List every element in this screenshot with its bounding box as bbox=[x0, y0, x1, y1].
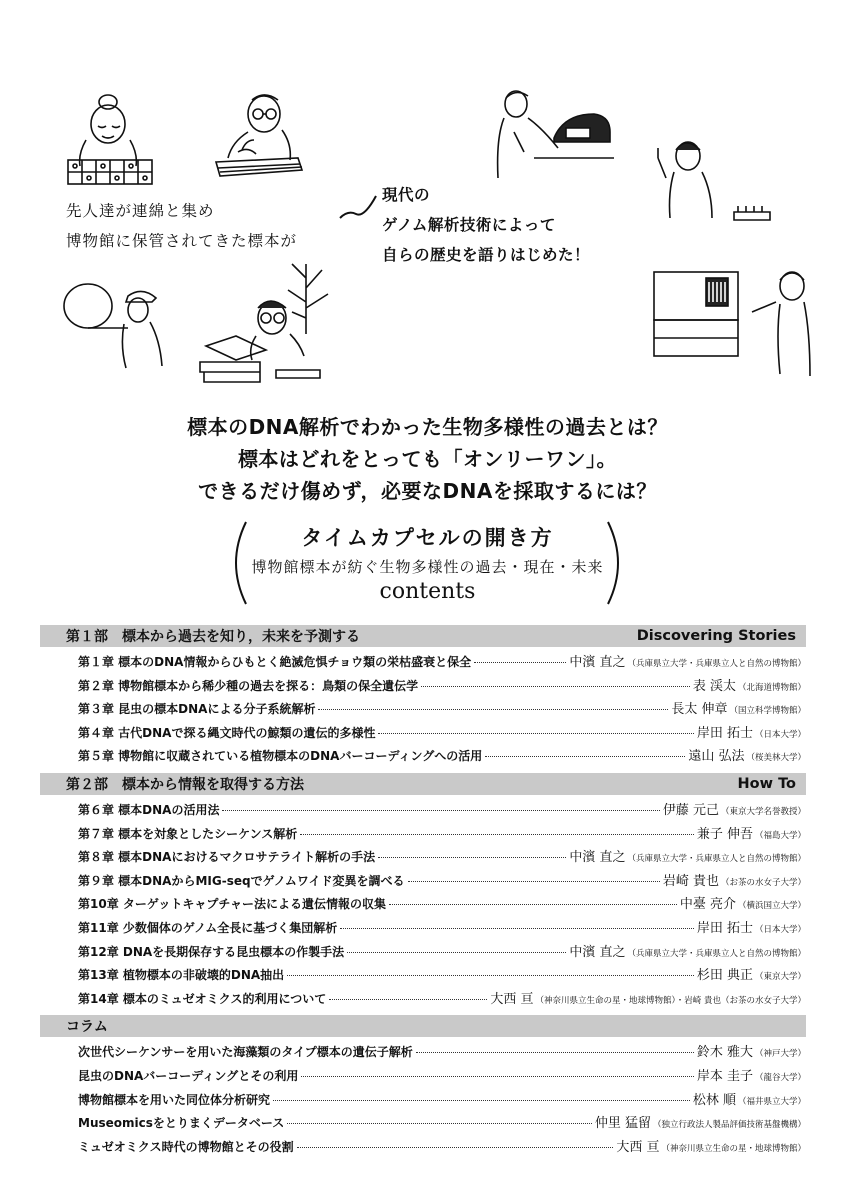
dot-leader bbox=[408, 881, 660, 882]
entry-affiliation: （お茶の水女子大学） bbox=[720, 877, 806, 888]
entry-affiliation: （兵庫県立大学・兵庫県立人と自然の博物館） bbox=[627, 948, 806, 959]
lead-questions bbox=[0, 411, 855, 507]
illustration-pressing-plants bbox=[212, 92, 304, 188]
entry-author: 伊藤 元己 bbox=[662, 802, 719, 818]
toc-entry[interactable] bbox=[78, 1065, 806, 1089]
entry-title: 第６章 標本DNAの活用法 bbox=[78, 802, 220, 817]
part-entries bbox=[40, 651, 806, 769]
part-header bbox=[40, 773, 806, 795]
part-header bbox=[40, 625, 806, 647]
entry-affiliation: （神奈川県立生命の星・地球博物館） bbox=[661, 1143, 806, 1154]
entry-title: 第９章 標本DNAからMIG-seqでゲノムワイド変異を調べる bbox=[78, 873, 405, 888]
toc-entry[interactable] bbox=[78, 893, 806, 917]
entry-author: 遠山 弘法 bbox=[688, 749, 745, 765]
entry-author: 仲里 猛留 bbox=[594, 1116, 651, 1132]
entry-affiliation: （日本大学） bbox=[754, 729, 806, 740]
toc-entry[interactable] bbox=[78, 675, 806, 699]
entry-author: 中濱 直之 bbox=[569, 655, 626, 670]
book-title: タイムカプセルの開き方 bbox=[301, 525, 554, 550]
entry-author: 岸田 拓士 bbox=[696, 920, 753, 936]
dot-leader bbox=[416, 1052, 694, 1053]
intro-left-text bbox=[66, 196, 297, 256]
toc-entry[interactable] bbox=[78, 1112, 806, 1136]
dot-leader bbox=[378, 733, 693, 734]
intro-left-line: 博物館に保管されてきた標本が bbox=[66, 232, 298, 250]
intro-right-line: 現代の bbox=[382, 186, 431, 204]
entry-affiliation: （横浜国立大学） bbox=[737, 901, 806, 912]
dot-leader bbox=[485, 756, 685, 757]
dot-leader bbox=[273, 1100, 690, 1101]
entry-affiliation: （東京大学名誉教授） bbox=[720, 806, 806, 817]
toc-entry[interactable] bbox=[78, 651, 806, 675]
entry-author: 大西 亘 bbox=[616, 1139, 660, 1155]
illustration-sequencer-researcher bbox=[494, 88, 614, 184]
dot-leader bbox=[297, 1147, 614, 1148]
entry-title: 第10章 ターゲットキャプチャー法による遺伝情報の収集 bbox=[78, 897, 387, 912]
dot-leader bbox=[378, 857, 566, 858]
entry-affiliation: （神奈川県立生命の星・地球博物館）・岩崎 貴也（お茶の水女子大学） bbox=[535, 995, 806, 1006]
dot-leader bbox=[287, 975, 694, 976]
entry-author: 長太 伸章 bbox=[671, 702, 728, 718]
entry-author: 中濱 直之 bbox=[569, 850, 626, 866]
entry-affiliation: （独立行政法人製品評価技術基盤機構） bbox=[652, 1120, 806, 1131]
entry-title: 第２章 博物館標本から稀少種の過去を探る：鳥類の保全遺伝学 bbox=[78, 678, 419, 693]
contents-label: contents bbox=[379, 579, 476, 604]
toc-entry[interactable] bbox=[78, 698, 806, 722]
entry-affiliation: （神戸大学） bbox=[754, 1049, 806, 1060]
illustration-analyzer-researcher bbox=[650, 258, 816, 380]
intro-right-text bbox=[382, 180, 590, 270]
dot-leader bbox=[421, 686, 690, 687]
entry-author: 兼子 伸吾 bbox=[696, 826, 753, 842]
entry-title: 第13章 植物標本の非破壊的DNA抽出 bbox=[78, 968, 285, 983]
toc-entry[interactable] bbox=[78, 1041, 806, 1065]
entry-affiliation: （兵庫県立大学・兵庫県立人と自然の博物館） bbox=[627, 854, 806, 865]
entry-affiliation: （国立科学博物館） bbox=[729, 706, 806, 717]
question-line: 標本のDNA解析でわかった生物多様性の過去とは？ bbox=[187, 415, 668, 439]
entry-title: 昆虫のDNAバーコーディングとその利用 bbox=[78, 1068, 299, 1083]
entry-title: ミュゼオミクス時代の博物館とその役割 bbox=[78, 1139, 294, 1154]
toc-entry[interactable] bbox=[78, 846, 806, 870]
entry-affiliation: （日本大学） bbox=[754, 924, 806, 935]
part-title: コラム bbox=[66, 1019, 108, 1036]
toc-entry[interactable] bbox=[78, 722, 806, 746]
entry-affiliation: （東京大学） bbox=[754, 972, 806, 983]
entry-title: Museomicsをとりまくデータベース bbox=[78, 1116, 285, 1131]
entry-author: 杉田 典正 bbox=[696, 968, 753, 984]
dot-leader bbox=[389, 904, 677, 905]
part-entries bbox=[40, 799, 806, 1011]
entry-title: 次世代シーケンサーを用いた海藻類のタイプ標本の遺伝子解析 bbox=[78, 1045, 413, 1060]
entry-author: 鈴木 雅大 bbox=[696, 1045, 753, 1061]
intro-right-line: ゲノム解析技術によって bbox=[382, 216, 556, 234]
part-header bbox=[40, 1015, 806, 1037]
part-entries bbox=[40, 1041, 806, 1159]
book-subtitle: 博物館標本が紡ぐ生物多様性の過去・現在・未来 bbox=[251, 558, 604, 576]
toc-entry[interactable] bbox=[78, 964, 806, 988]
part-english-title: How To bbox=[737, 775, 796, 792]
dot-leader bbox=[340, 928, 694, 929]
book-title-block bbox=[0, 522, 855, 604]
entry-author: 中臺 亮介 bbox=[679, 897, 736, 913]
entry-author: 岩崎 貴也 bbox=[662, 873, 719, 889]
intro-right-line: 自らの歴史を語りはじめた！ bbox=[382, 246, 591, 264]
entry-author: 大西 亘 bbox=[490, 991, 534, 1007]
illustration-sorting-specimens bbox=[64, 88, 156, 188]
entry-affiliation: （桜美林大学） bbox=[746, 753, 806, 764]
entry-title: 第１章 標本のDNA情報からひもとく絶滅危惧チョウ類の栄枯盛衰と保全 bbox=[78, 655, 472, 669]
entry-author: 中濱 直之 bbox=[569, 944, 626, 960]
toc-entry[interactable] bbox=[78, 823, 806, 847]
illustration-insect-collector bbox=[60, 278, 166, 372]
toc-entry[interactable] bbox=[78, 988, 806, 1012]
entry-affiliation: （北海道博物館） bbox=[737, 682, 806, 693]
part-english-title: Discovering Stories bbox=[636, 628, 796, 644]
toc-entry[interactable] bbox=[78, 799, 806, 823]
entry-author: 岸田 拓士 bbox=[696, 725, 753, 741]
dot-leader bbox=[474, 662, 566, 663]
toc-entry[interactable] bbox=[78, 1089, 806, 1113]
dot-leader bbox=[318, 709, 668, 710]
illustration-reading-researcher bbox=[196, 258, 348, 392]
entry-author: 岸本 圭子 bbox=[696, 1068, 753, 1084]
entry-title: 第５章 博物館に収蔵されている植物標本のDNAバーコーディングへの活用 bbox=[78, 749, 483, 764]
dot-leader bbox=[222, 810, 659, 811]
dot-leader bbox=[300, 834, 694, 835]
entry-title: 第７章 標本を対象としたシーケンス解析 bbox=[78, 826, 298, 841]
entry-title: 第12章 DNAを長期保存する昆虫標本の作製手法 bbox=[78, 944, 345, 959]
entry-title: 第14章 標本のミュゼオミクス的利用について bbox=[78, 991, 327, 1006]
dot-leader bbox=[329, 999, 487, 1000]
part-title: 第１部 標本から過去を知り，未来を予測する bbox=[66, 629, 360, 645]
illustration-pipetting-researcher bbox=[648, 134, 774, 226]
entry-affiliation: （福島大学） bbox=[754, 830, 806, 841]
question-line: 標本はどれをとっても「オンリーワン」。 bbox=[237, 447, 618, 471]
toc-entry[interactable] bbox=[78, 870, 806, 894]
table-of-contents bbox=[40, 625, 806, 1159]
entry-title: 第11章 少数個体のゲノム全長に基づく集団解析 bbox=[78, 920, 338, 935]
question-line: できるだけ傷めず，必要なDNAを採取するには？ bbox=[198, 479, 657, 503]
entry-title: 第３章 昆虫の標本DNAによる分子系統解析 bbox=[78, 702, 316, 717]
toc-entry[interactable] bbox=[78, 1136, 806, 1160]
toc-entry[interactable] bbox=[78, 745, 806, 769]
entry-affiliation: （龍谷大学） bbox=[754, 1072, 806, 1083]
entry-title: 第８章 標本DNAにおけるマクロサテライト解析の手法 bbox=[78, 850, 376, 865]
part-title: 第２部 標本から情報を取得する方法 bbox=[66, 776, 304, 793]
entry-affiliation: （兵庫県立大学・兵庫県立人と自然の博物館） bbox=[627, 659, 806, 669]
dot-leader bbox=[301, 1076, 694, 1077]
entry-title: 博物館標本を用いた同位体分析研究 bbox=[78, 1092, 271, 1107]
toc-entry[interactable] bbox=[78, 917, 806, 941]
entry-title: 第４章 古代DNAで探る縄文時代の鯨類の遺伝的多様性 bbox=[78, 725, 376, 740]
dot-leader bbox=[347, 952, 566, 953]
entry-author: 表 渓太 bbox=[692, 678, 736, 694]
entry-affiliation: （福井県立大学） bbox=[737, 1096, 806, 1107]
toc-entry[interactable] bbox=[78, 941, 806, 965]
dot-leader bbox=[287, 1123, 592, 1124]
entry-author: 松林 順 bbox=[692, 1092, 736, 1108]
intro-left-line: 先人達が連綿と集め bbox=[66, 202, 215, 220]
wave-connector bbox=[338, 192, 378, 226]
